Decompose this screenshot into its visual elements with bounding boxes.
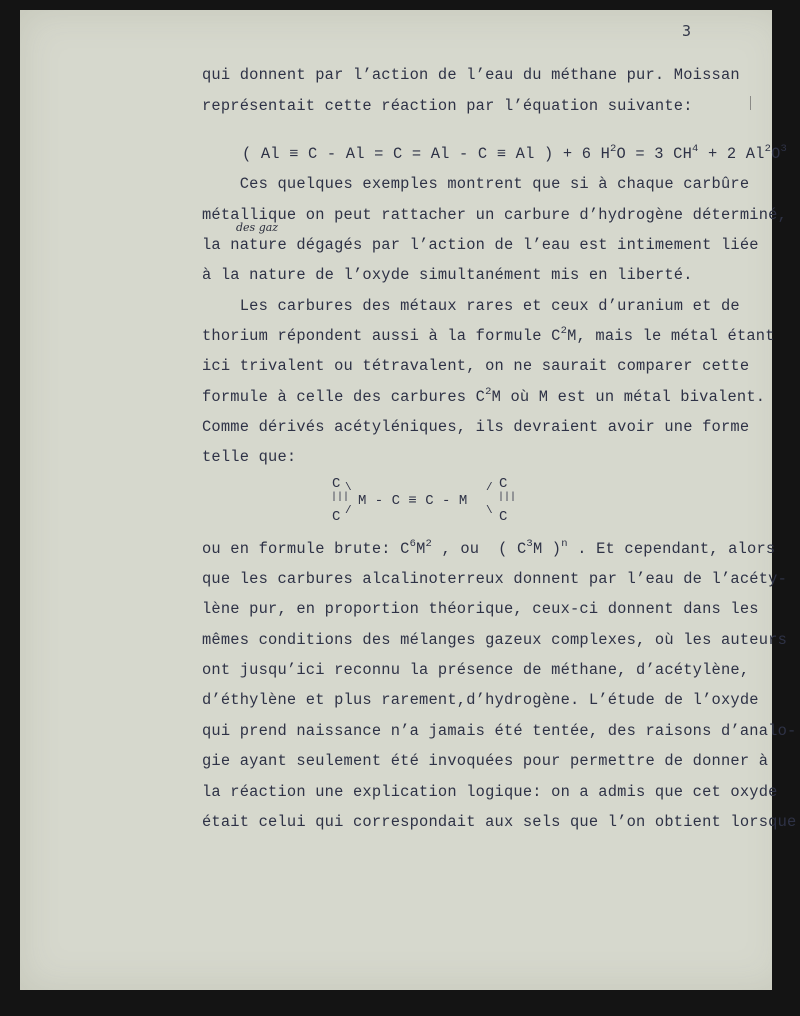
bond-slash-left-top: \ xyxy=(345,482,352,494)
handwritten-annotation: des gaz xyxy=(236,221,279,234)
text-line: la nature dégagés par l’action de l’eau est intimement liée xyxy=(202,236,759,254)
text-line: que les carbures alcalinoterreux donnent par l’eau de l’acéty- xyxy=(202,570,788,588)
text-line: qui donnent par l’action de l’eau du méthane pur. Moissan xyxy=(202,66,740,84)
text-line: thorium répondent aussi à la formule $C^2M$, mais le métal étant xyxy=(202,325,775,346)
carbon-bottom-left: C xyxy=(332,509,341,525)
triple-bond-left: ||| xyxy=(331,492,350,503)
bond-slash-right-bottom: \ xyxy=(486,505,493,517)
text-line: Les carbures des métaux rares et ceux d’uranium et de xyxy=(202,297,740,315)
equation-line: ( Al ≡ C - Al = C = Al - C ≡ Al ) + 6 $H^2O = 3$ $CH^4 + 2$ $Al^2O^3$ xyxy=(242,143,788,164)
text-line: ici trivalent ou tétravalent, on ne saurait comparer cette xyxy=(202,357,750,375)
triple-bond-right: ||| xyxy=(498,492,517,503)
text-line: à la nature de l’oxyde simultanément mis en liberté. xyxy=(202,266,693,284)
text-line: était celui qui correspondait aux sels que l’on obtient lorsque xyxy=(202,813,797,831)
carbon-top-right: C xyxy=(499,476,508,492)
bond-slash-right-top: / xyxy=(486,482,493,494)
text-line: qui prend naissance n’a jamais été tentée, des raisons d’analo- xyxy=(202,722,797,740)
text-line: représentait cette réaction par l’équation suivante: xyxy=(202,97,693,115)
text-line: Ces quelques exemples montrent que si à chaque carbûre xyxy=(202,175,750,193)
margin-mark xyxy=(750,96,751,110)
text-line: métallique on peut rattacher un carbure d’hydrogène déterminé, xyxy=(202,206,788,224)
text-line: telle que: xyxy=(202,448,297,466)
page-number: 3 xyxy=(682,22,692,40)
structural-formula xyxy=(328,476,528,526)
text-line: lène pur, en proportion théorique, ceux-ci donnent dans les xyxy=(202,600,759,618)
chain: M - C ≡ C - M xyxy=(358,493,468,509)
text-line: ou en formule brute: $C^6M^2$ , ou ( $C^3M$ )$^n$ . Et cependant, alors xyxy=(202,538,776,559)
text-line: d’éthylène et plus rarement,d’hydrogène. L’étude de l’oxyde xyxy=(202,691,759,709)
bond-slash-left-bottom: / xyxy=(345,505,352,517)
text-line: ont jusqu’ici reconnu la présence de méthane, d’acétylène, xyxy=(202,661,750,679)
text-line: Comme dérivés acétyléniques, ils devraient avoir une forme xyxy=(202,418,750,436)
text-line: gie ayant seulement été invoquées pour permettre de donner à xyxy=(202,752,769,770)
carbon-top-left: C xyxy=(332,476,341,492)
text-line: formule à celle des carbures $C^2M$ où M est un métal bivalent. xyxy=(202,386,766,407)
carbon-bottom-right: C xyxy=(499,509,508,525)
text-line: mêmes conditions des mélanges gazeux complexes, où les auteurs xyxy=(202,631,788,649)
text-line: la réaction une explication logique: on a admis que cet oxyde xyxy=(202,783,778,801)
